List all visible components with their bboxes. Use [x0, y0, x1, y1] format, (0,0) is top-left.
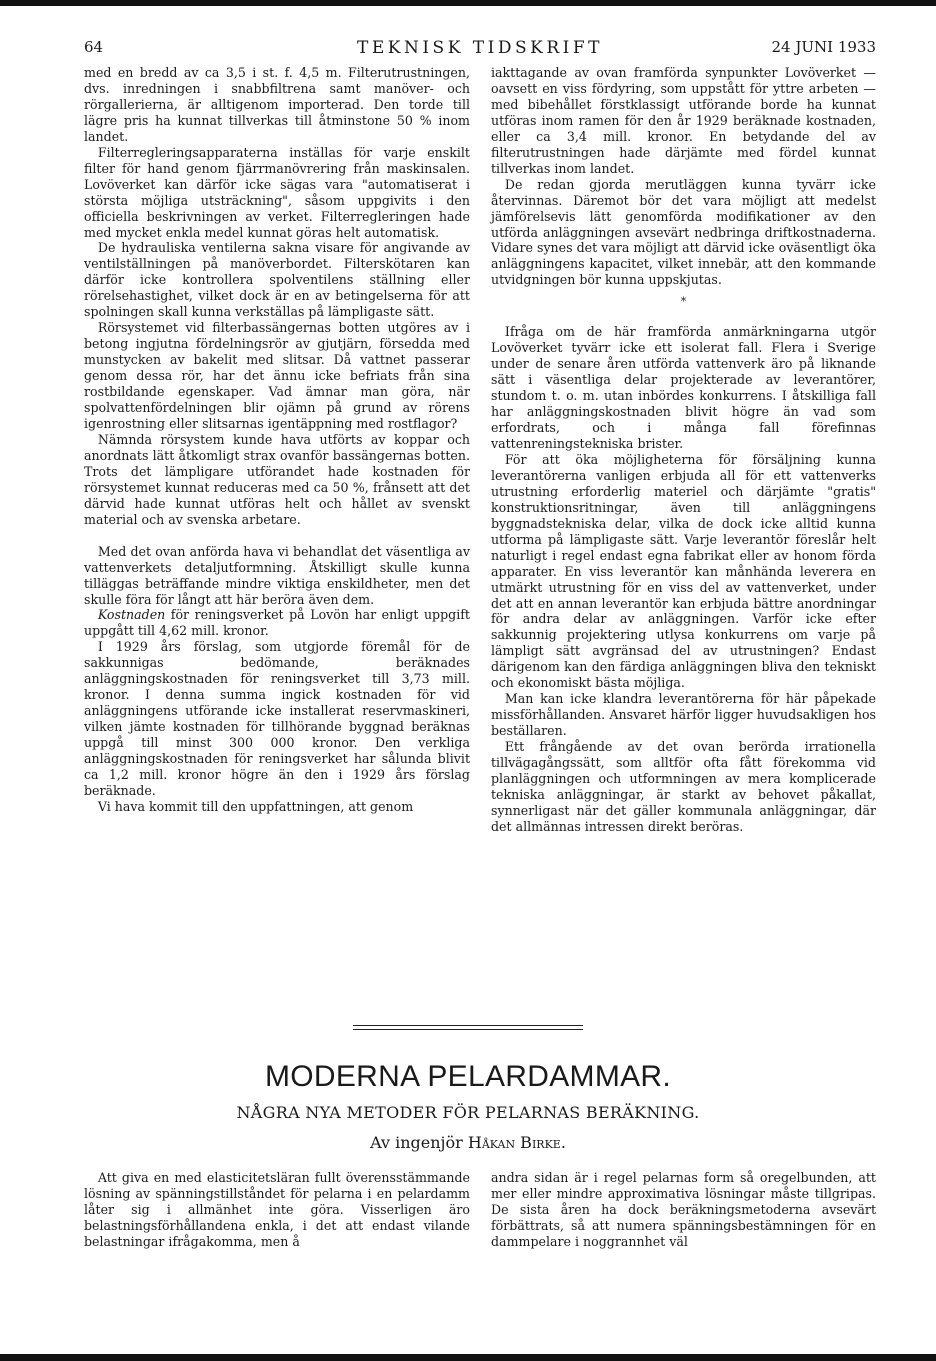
byline-prefix: Av ingenjör [370, 1133, 468, 1152]
italic-lead: Kostnaden [97, 607, 166, 623]
running-header [84, 38, 876, 60]
paragraph: De redan gjorda merutläggen kunna tyvärr icke återvinnas. Däremot bör det vara möjligt att medelst jämförelsevis lätt genomförda modifikationer av den utförda anläggningen avsevärt nedbringa driftkostnaderna. Vidare synes det vara möjligt att därvid icke oväsentligt öka anläggningens kapacitet, vilket innebär, att den kommande utvidgningen bör kunna uppskjutas. [491, 176, 876, 288]
page-number: 64 [84, 38, 104, 56]
paragraph: De hydrauliska ventilerna sakna visare för angivande av ventilställningen på manöverbordet. Filterskötaren kan därför icke kontrollera spolventilens ställning eller rörelsehastighet, vilket dock är en av betingelserna för att spolningen skall kunna verkställas på lämpligaste sätt. [84, 240, 470, 320]
author-name: Håkan Birke [467, 1133, 561, 1152]
paragraph: Med det ovan anförda hava vi behandlat det väsentliga av vattenverkets detaljutformning. Åtskilligt skulle kunna tilläggas beträffande mindre viktiga enskildheter, men det skulle föra för långt att här beröra även dem. [84, 543, 470, 607]
section-separator: * [680, 295, 687, 309]
paragraph-text: för reningsverket på Lovön har enligt uppgift uppgått till 4,62 mill. kronor. [84, 607, 470, 639]
paragraph: Att giva en med elasticitetsläran fullt överensstämmande lösning av spänningstillståndet för pelarna i en pelardamm låter sig i allmänhet inte göra. Visserligen äro belastningsförhållandena enkla, i det att endast vilande belastningar ifrågakomma, men å [84, 1170, 470, 1249]
article-left-column [84, 1170, 470, 1250]
paragraph: Man kan icke klandra leverantörerna för här påpekade missförhållanden. Ansvaret härför ligger huvudsakligen hos beställaren. [491, 691, 876, 739]
paragraph: För att öka möjligheterna för försäljning kunna leverantörerna vanligen erbjuda all för ett vattenverks utrustning erforderlig materiel och därjämte "gratis" konstruktionsritningar, även till anläggningens byggnadstekniska delar, vilka de dock icke alltid kunna utforma på lämpligaste sätt. Varje leverantör föreslår helt naturligt i regel endast egna fabrikat eller av honom förda apparater. En viss leverantör kan månhända leverera en utmärkt utrustning för en viss del av vattenverket, under det att en annan leverantör kan erbjuda bättre anordningar för andra delar av anläggningen. Varför icke efter sakkunnig projektering utlysa konkurrens om varje på lämpligt sätt avgränsad del av utrustningen? Endast därigenom kan den färdiga anläggningen bliva den tekniskt och ekonomiskt bästa möjliga. [491, 451, 876, 691]
divider-rule [353, 1029, 583, 1030]
paragraph: Rörsystemet vid filterbassängernas botten utgöres av i betong ingjutna fördelningsrör av gjutjärn, försedda med munstycken av bakelit med slitsar. Då vattnet passerar genom dessa rör, har det ännu icke befriats från sina rostbildande egenskaper. Vad ämnar man göra, när spolvattenfördelningen blir ojämn på grund av rörens igenrostning eller slitsarnas igentäppning med rostflagor? [84, 320, 470, 431]
paragraph: Vi hava kommit till den uppfattningen, att genom [97, 798, 414, 814]
article-subtitle: NÅGRA NYA METODER FÖR PELARNAS BERÄKNING. [236, 1103, 700, 1122]
divider-rule [353, 1025, 583, 1026]
top-border [0, 0, 936, 6]
right-column [491, 65, 876, 835]
bottom-border [0, 1354, 936, 1361]
paragraph: iakttagande av ovan framförda synpunkter Lovöverket — oavsett en viss fördyring, som uppstått för yttre arbeten — med bibehållet förstklassigt utförande borde ha kunnat utföras inom ramen för den år 1929 beräknade kostnaden, eller ca 3,4 mill. kronor. En betydande del av filterutrustningen hade därjämte med fördel kunnat tillverkas inom landet. [491, 65, 876, 176]
paragraph: Filterregleringsapparaterna inställas för varje enskilt filter för hand genom fjärrmanövrering från maskinsalen. Lovöverket kan därför icke sägas vara "automatiserat i största möjliga utsträckning", såsom uppgivits i den officiella beskrivningen av verket. Filterregleringen hade med mycket enkla medel kunnat göras helt automatisk. [84, 144, 470, 240]
article-title: MODERNA PELARDAMMAR. [264, 1060, 672, 1093]
left-column [84, 65, 470, 815]
issue-date: 24 JUNI 1933 [771, 38, 876, 56]
paragraph-kostnaden [84, 607, 470, 639]
article-byline [0, 1133, 936, 1152]
byline-suffix: . [560, 1133, 566, 1152]
paragraph: andra sidan är i regel pelarnas form så oregelbunden, att mer eller mindre approximativa lösningar måste tillgripas. De sista åren ha dock beräkningsmetoderna avsevärt förbättrats, så att numera spänningsbestämningen för en dammpelare i noggrannhet väl [491, 1170, 876, 1249]
paragraph: Ifråga om de här framförda anmärkningarna utgör Lovöverket tyvärr icke ett isolerat fall. Flera i Sverige under de senare åren utförda vattenverk äro på liknande sätt i väsentliga delar projekterade av leverantörer, stundom t. o. m. utan inbördes konkurrens. I åtskilliga fall har anläggningskostnaden blivit högre än vad som erfordrats, och i många fall förefinnas vattenreningstekniska brister. [491, 324, 876, 451]
article-right-column [491, 1170, 876, 1250]
paragraph: Ett frångående av det ovan berörda irrationella tillvägagångssätt, som alltför ofta fått förekomma vid planläggningen och utformningen av mera komplicerade tekniska anläggningar, är starkt av behovet påkallat, synnerligast när det gäller kommunala anläggningar, där det allmännas intressen direkt beröras. [491, 739, 876, 834]
journal-title: TEKNISK TIDSKRIFT [357, 38, 603, 58]
paragraph: I 1929 års förslag, som utgjorde föremål för de sakkunnigas bedömande, beräknades anläggningskostnaden för reningsverket till 3,73 mill. kronor. I denna summa ingick kostnaden för vid anläggningens utförande icke installerat reservmaskineri, vilken jämte kostnaden för tillhörande byggnad beräknas uppgå till minst 300 000 kronor. Den verkliga anläggningskostnaden för reningsverket har sålunda blivit ca 1,2 mill. kronor högre än den i 1929 års förslag beräknade. [84, 639, 470, 798]
paragraph: med en bredd av ca 3,5 i st. f. 4,5 m. Filterutrustningen, dvs. inredningen i snabbfiltrena samt manöver- och rörgallerierna, är alltigenom importerad. Den torde till lägre pris ha kunnat tillverkas till åtminstone 50 % inom landet. [84, 65, 470, 144]
paragraph: Nämnda rörsystem kunde hava utförts av koppar och anordnats lätt åtkomligt strax ovanför bassängernas botten. Trots det lämpligare utförandet hade kostnaden för rörsystemet kunnat reduceras med ca 50 %, frånsett att det därvid hade kunnat utföras helt och hållet av svenskt material och av svenska arbetare. [84, 431, 470, 527]
